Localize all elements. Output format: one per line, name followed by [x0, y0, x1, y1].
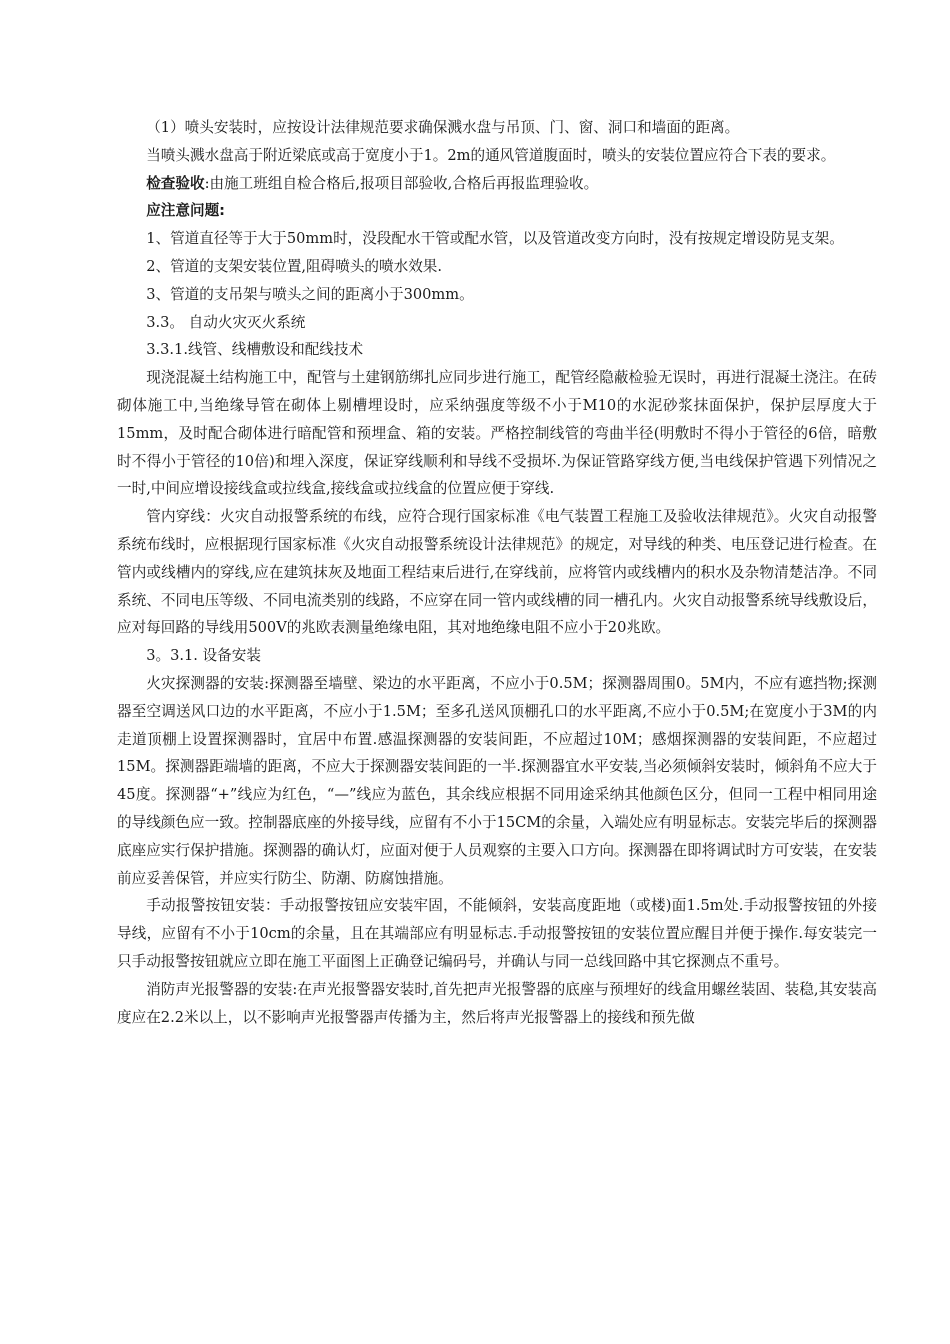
paragraph-detector-install: 火灾探测器的安装:探测器至墙壁、梁边的水平距离，不应小于0.5M；探测器周围0。5M内，不应有遮挡物;探测器至空调送风口边的水平距离，不应小于1.5M；至多孔送风顶棚孔口的水平距离,不应小于0.5M;在宽度小于3M的内走道顶棚上设置探测器时，宜居中布置.感温探测器的安装间距，不应超过10M；感烟探测器的安装间距，不应超过15M。探测器距端墙的距离，不应大于探测器安装间距的一半.探测器宜水平安装,当必须倾斜安装时，倾斜角不应大于45度。探测器“+”线应为红色，“—”线应为蓝色，其余线应根据不同用途采纳其他颜色区分，但同一工程中相同用途的导线颜色应一致。控制器底座的外接导线，应留有不小于15CM的余量，入端处应有明显标志。安装完毕后的探测器底座应实行保护措施。探测器的确认灯，应面对便于人员观察的主要入口方向。探测器在即将调试时方可安装，在安装前应妥善保管，并应实行防尘、防潮、防腐蚀措施。 [117, 674, 877, 887]
inspection-text: :由施工班组自检合格后,报项目部验收,合格后再报监理验收。 [204, 174, 599, 192]
paragraph-sprinkler-install: （1）喷头安装时，应按设计法律规范要求确保溅水盘与吊顶、门、窗、洞口和墙面的距离。 [146, 119, 740, 136]
section-heading-3-3-1: 3.3.1.线管、线槽敷设和配线技术 [146, 341, 364, 359]
paragraph-sprinkler-position: 当喷头溅水盘高于附近梁底或高于宽度小于1。2m的通风管道腹面时，喷头的安装位置应符合下表的要求。 [146, 146, 836, 164]
document-body [117, 114, 877, 1031]
section-heading-3-3: 3.3。 自动火灾灭火系统 [146, 313, 306, 331]
paragraph-issue-1: 1、管道直径等于大于50mm时，没段配水干管或配水管，以及管道改变方向时，没有按规定增设防晃支架。 [146, 230, 844, 248]
paragraph-conduit-laying: 现浇混凝土结构施工中，配管与土建钢筋绑扎应同步进行施工，配管经隐蔽检验无误时，再进行混凝土浇注。在砖砌体施工中,当绝缘导管在砌体上剔槽埋设时，应采纳强度等级不小于M10的水泥砂浆抹面保护，保护层厚度大于15mm，及时配合砌体进行暗配管和预埋盒、箱的安装。严格控制线管的弯曲半径(明敷时不得小于管径的6倍，暗敷时不得小于管径的10倍)和埋入深度，保证穿线顺利和导线不受损坏.为保证管路穿线方便,当电线保护管遇下列情况之一时,中间应增设接线盒或拉线盒,接线盒或拉线盒的位置应便于穿线. [117, 369, 877, 498]
inspection-label: 检查验收 [146, 174, 205, 192]
paragraph-issue-2: 2、管道的支架安装位置,阻碍喷头的喷水效果. [146, 257, 443, 275]
paragraph-manual-alarm-button: 手动报警按钮安装：手动报警按钮应安装牢固，不能倾斜，安装高度距地（或楼)面1.5m处.手动报警按钮的外接导线，应留有不小于10cm的余量，且在其端部应有明显标志.手动报警按钮的安装位置应醒目并便于操作.每安装完一只手动报警按钮就应立即在施工平面图上正确登记编码号，并确认与同一总线回路中其它探测点不重号。 [117, 897, 877, 970]
paragraph-inspection [117, 170, 877, 198]
heading-attention-issues: 应注意问题: [146, 202, 225, 220]
section-heading-equipment-install: 3。3.1. 设备安装 [146, 647, 261, 665]
paragraph-issue-3: 3、管道的支吊架与喷头之间的距离小于300mm。 [146, 285, 474, 303]
paragraph-sound-light-alarm: 消防声光报警器的安装:在声光报警器安装时,首先把声光报警器的底座与预埋好的线盒用螺丝装固、装稳,其安装高度应在2.2米以上，以不影响声光报警器声传播为主，然后将声光报警器上的接线和预先做 [117, 980, 877, 1026]
paragraph-wire-threading: 管内穿线：火灾自动报警系统的布线，应符合现行国家标准《电气装置工程施工及验收法律规范》。火灾自动报警系统布线时，应根据现行国家标准《火灾自动报警系统设计法律规范》的规定，对导线的种类、电压登记进行检查。在管内或线槽内的穿线,应在建筑抹灰及地面工程结束后进行,在穿线前，应将管内或线槽内的积水及杂物清楚洁净。不同系统、不同电压等级、不同电流类别的线路，不应穿在同一管内或线槽的同一槽孔内。火灾自动报警系统导线敷设后，应对每回路的导线用500V的兆欧表测量绝缘电阻，其对地绝缘电阻不应小于20兆欧。 [117, 508, 877, 637]
